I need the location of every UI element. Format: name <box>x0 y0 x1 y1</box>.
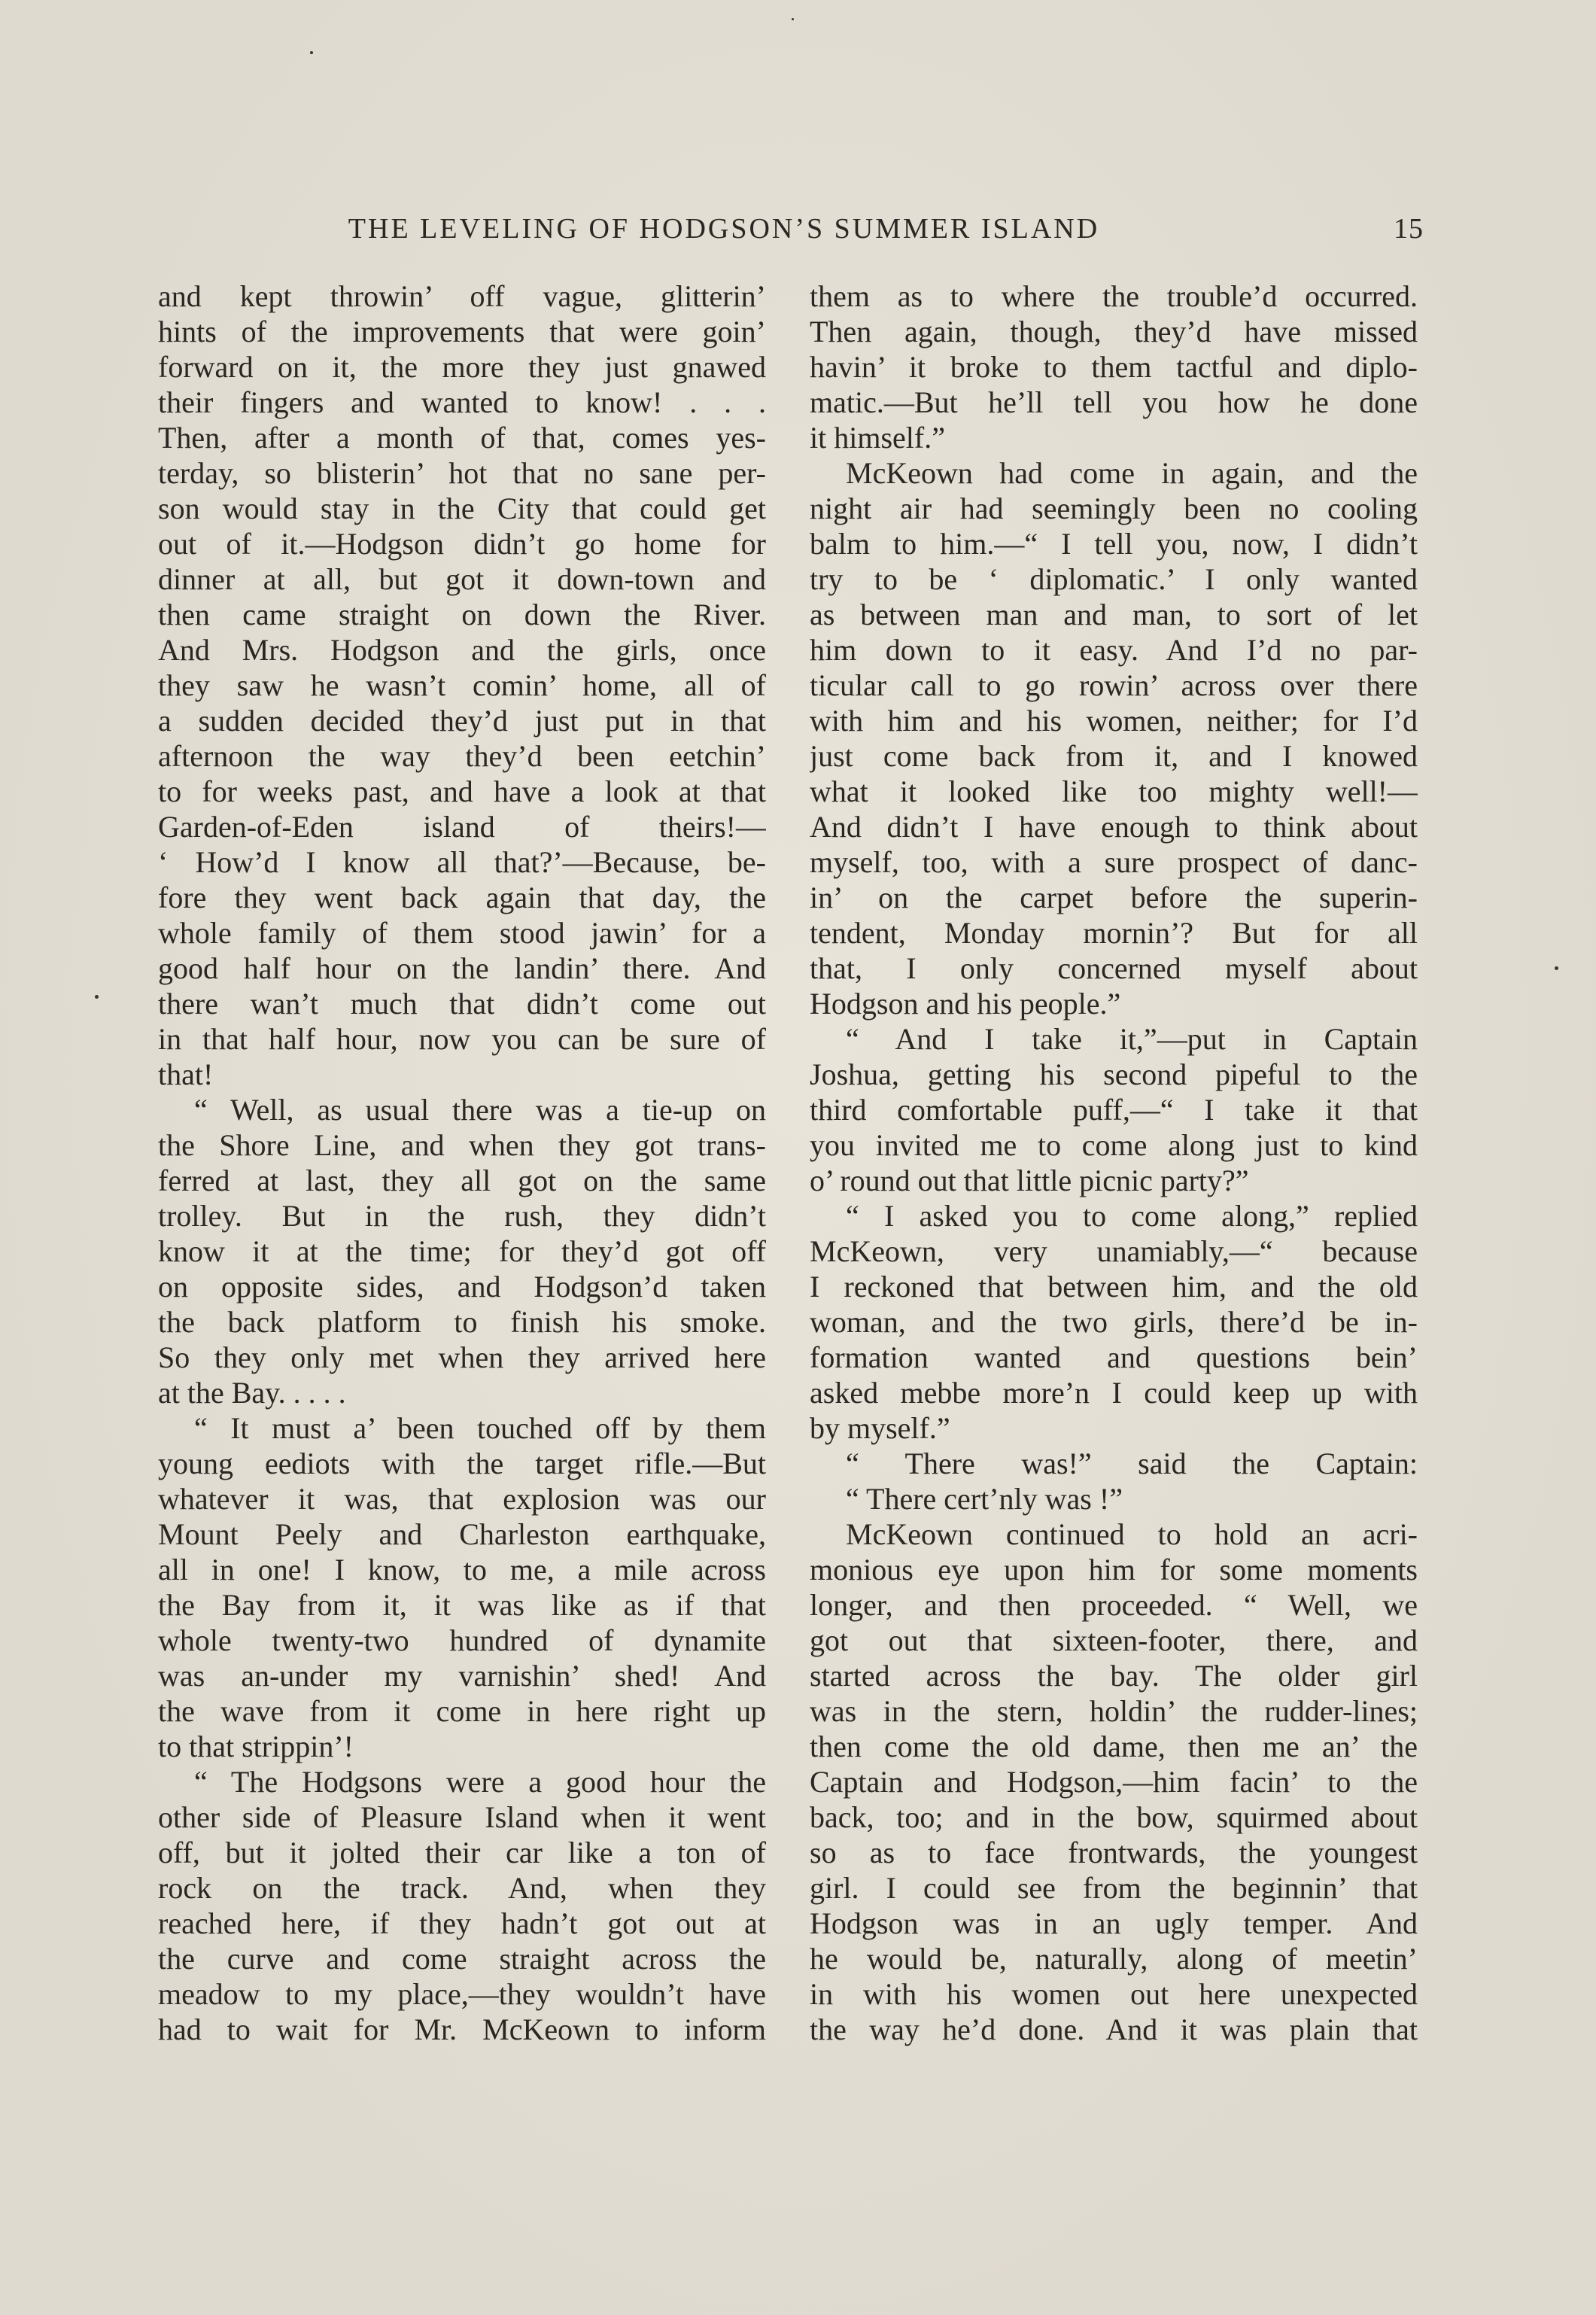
text-line: woman, and the two girls, there’d be in- <box>810 1305 1418 1339</box>
text-line: “ There was!” said the Captain: <box>846 1446 1418 1480</box>
text-line: night air had seemingly been no cooling <box>810 491 1418 525</box>
text-line: he would be, naturally, along of meetin’ <box>810 1942 1418 1976</box>
text-line: in with his women out here unexpected <box>810 1977 1418 2011</box>
text-line: ticular call to go rowin’ across over there <box>810 668 1418 702</box>
text-line: So they only met when they arrived here <box>158 1340 766 1374</box>
text-line: other side of Pleasure Island when it went <box>158 1800 766 1834</box>
text-line: third comfortable puff,—“ I take it that <box>810 1093 1418 1127</box>
text-line: whole family of them stood jawin’ for a <box>158 916 766 950</box>
text-line: got out that sixteen-footer, there, and <box>810 1623 1418 1657</box>
text-line: Garden-of-Eden island of theirs!— <box>158 810 766 844</box>
text-line: havin’ it broke to them tactful and diplo- <box>810 350 1418 384</box>
text-line: all in one! I know, to me, a mile across <box>158 1553 766 1586</box>
text-line: a sudden decided they’d just put in that <box>158 704 766 738</box>
text-line: whole twenty-two hundred of dynamite <box>158 1623 766 1657</box>
text-line: them as to where the trouble’d occurred. <box>810 279 1418 313</box>
text-line: forward on it, the more they just gnawed <box>158 350 766 384</box>
text-line: McKeown had come in again, and the <box>846 456 1418 490</box>
text-line: had to wait for Mr. McKeown to inform <box>158 2012 766 2046</box>
text-line: asked mebbe more’n I could keep up with <box>810 1376 1418 1410</box>
right-text-column <box>810 278 1418 2047</box>
text-line: then come the old dame, then me an’ the <box>810 1729 1418 1763</box>
text-line: the Shore Line, and when they got trans- <box>158 1128 766 1162</box>
text-line: whatever it was, that explosion was our <box>158 1482 766 1516</box>
text-line: in that half hour, now you can be sure of <box>158 1022 766 1056</box>
text-line: at the Bay. . . . . <box>158 1376 346 1410</box>
text-line: him down to it easy. And I’d no par- <box>810 633 1418 667</box>
paper-speck <box>792 18 794 20</box>
text-line: just come back from it, and I knowed <box>810 739 1418 773</box>
paper-speck <box>1555 966 1558 970</box>
text-line: rock on the track. And, when they <box>158 1871 766 1905</box>
text-line: “ It must a’ been touched off by them <box>194 1411 766 1445</box>
text-line: young eediots with the target rifle.—But <box>158 1446 766 1480</box>
text-line: know it at the time; for they’d got off <box>158 1234 766 1268</box>
text-line: started across the bay. The older girl <box>810 1659 1418 1693</box>
text-line: ‘ How’d I know all that?’—Because, be- <box>158 845 766 879</box>
text-line: meadow to my place,—they wouldn’t have <box>158 1977 766 2011</box>
text-line: and kept throwin’ off vague, glitterin’ <box>158 279 766 313</box>
text-line: tendent, Monday mornin’? But for all <box>810 916 1418 950</box>
text-line: the curve and come straight across the <box>158 1942 766 1976</box>
text-line: that! <box>158 1057 214 1091</box>
text-line: off, but it jolted their car like a ton of <box>158 1836 766 1869</box>
text-line: formation wanted and questions bein’ <box>810 1340 1418 1374</box>
text-line: Mount Peely and Charleston earthquake, <box>158 1517 766 1551</box>
text-line: Captain and Hodgson,—him facin’ to the <box>810 1765 1418 1799</box>
text-line: son would stay in the City that could get <box>158 491 766 525</box>
text-line: fore they went back again that day, the <box>158 881 766 914</box>
text-line: o’ round out that little picnic party?” <box>810 1164 1249 1197</box>
text-line: the Bay from it, it was like as if that <box>158 1588 766 1622</box>
text-line: “ And I take it,”—put in Captain <box>846 1022 1418 1056</box>
text-line: dinner at all, but got it down-town and <box>158 562 766 596</box>
text-line: by myself.” <box>810 1411 950 1445</box>
text-line: there wan’t much that didn’t come out <box>158 987 766 1021</box>
text-line: balm to him.—“ I tell you, now, I didn’t <box>810 527 1418 561</box>
text-line: as between man and man, to sort of let <box>810 598 1418 631</box>
text-line: ferred at last, they all got on the same <box>158 1164 766 1197</box>
text-line: Then again, though, they’d have missed <box>810 315 1418 348</box>
text-line: Hodgson and his people.” <box>810 987 1121 1021</box>
text-line: in’ on the carpet before the superin- <box>810 881 1418 914</box>
text-line: to that strippin’! <box>158 1729 354 1763</box>
text-line: they saw he wasn’t comin’ home, all of <box>158 668 766 702</box>
text-line: that, I only concerned myself about <box>810 951 1418 985</box>
text-line: on opposite sides, and Hodgson’d taken <box>158 1270 766 1304</box>
text-line: their fingers and wanted to know! . . . <box>158 385 766 419</box>
text-line: the wave from it come in here right up <box>158 1694 766 1728</box>
text-line: “ Well, as usual there was a tie-up on <box>194 1093 766 1127</box>
text-line: Then, after a month of that, comes yes- <box>158 421 766 455</box>
text-line: reached here, if they hadn’t got out at <box>158 1906 766 1940</box>
text-line: And Mrs. Hodgson and the girls, once <box>158 633 766 667</box>
running-title: THE LEVELING OF HODGSON’S SUMMER ISLAND <box>348 213 1100 245</box>
text-line: was an-under my varnishin’ shed! And <box>158 1659 766 1693</box>
running-head <box>160 202 1424 254</box>
text-line: the way he’d done. And it was plain that <box>810 2012 1418 2046</box>
text-line: so as to face frontwards, the youngest <box>810 1836 1418 1869</box>
text-line: And didn’t I have enough to think about <box>810 810 1418 844</box>
text-line: matic.—But he’ll tell you how he done <box>810 385 1418 419</box>
text-line: I reckoned that between him, and the old <box>810 1270 1418 1304</box>
page-number: 15 <box>1394 213 1424 245</box>
text-line: terday, so blisterin’ hot that no sane per- <box>158 456 766 490</box>
text-line: afternoon the way they’d been eetchin’ <box>158 739 766 773</box>
text-line: then came straight on down the River. <box>158 598 766 631</box>
text-line: girl. I could see from the beginnin’ that <box>810 1871 1418 1905</box>
text-line: try to be ‘ diplomatic.’ I only wanted <box>810 562 1418 596</box>
text-line: back, too; and in the bow, squirmed about <box>810 1800 1418 1834</box>
text-line: McKeown continued to hold an acri- <box>846 1517 1418 1551</box>
left-text-column <box>158 278 766 2047</box>
text-line: longer, and then proceeded. “ Well, we <box>810 1588 1418 1622</box>
paper-speck <box>310 51 313 54</box>
text-line: Joshua, getting his second pipeful to the <box>810 1057 1418 1091</box>
paper-speck <box>95 995 99 999</box>
text-line: monious eye upon him for some moments <box>810 1553 1418 1586</box>
text-line: “ The Hodgsons were a good hour the <box>194 1765 766 1799</box>
text-line: it himself.” <box>810 421 945 455</box>
text-line: McKeown, very unamiably,—“ because <box>810 1234 1418 1268</box>
text-line: to for weeks past, and have a look at that <box>158 774 766 808</box>
text-line: was in the stern, holdin’ the rudder-lines; <box>810 1694 1418 1728</box>
text-line: trolley. But in the rush, they didn’t <box>158 1199 766 1233</box>
text-line: the back platform to finish his smoke. <box>158 1305 766 1339</box>
text-line: good half hour on the landin’ there. And <box>158 951 766 985</box>
text-line: myself, too, with a sure prospect of danc- <box>810 845 1418 879</box>
text-line: what it looked like too mighty well!— <box>810 774 1418 808</box>
text-line: “ There cert’nly was !” <box>846 1482 1123 1516</box>
text-line: hints of the improvements that were goin’ <box>158 315 766 348</box>
text-line: with him and his women, neither; for I’d <box>810 704 1418 738</box>
text-line: you invited me to come along just to kind <box>810 1128 1418 1162</box>
text-line: Hodgson was in an ugly temper. And <box>810 1906 1418 1940</box>
text-line: “ I asked you to come along,” replied <box>846 1199 1418 1233</box>
text-line: out of it.—Hodgson didn’t go home for <box>158 527 766 561</box>
